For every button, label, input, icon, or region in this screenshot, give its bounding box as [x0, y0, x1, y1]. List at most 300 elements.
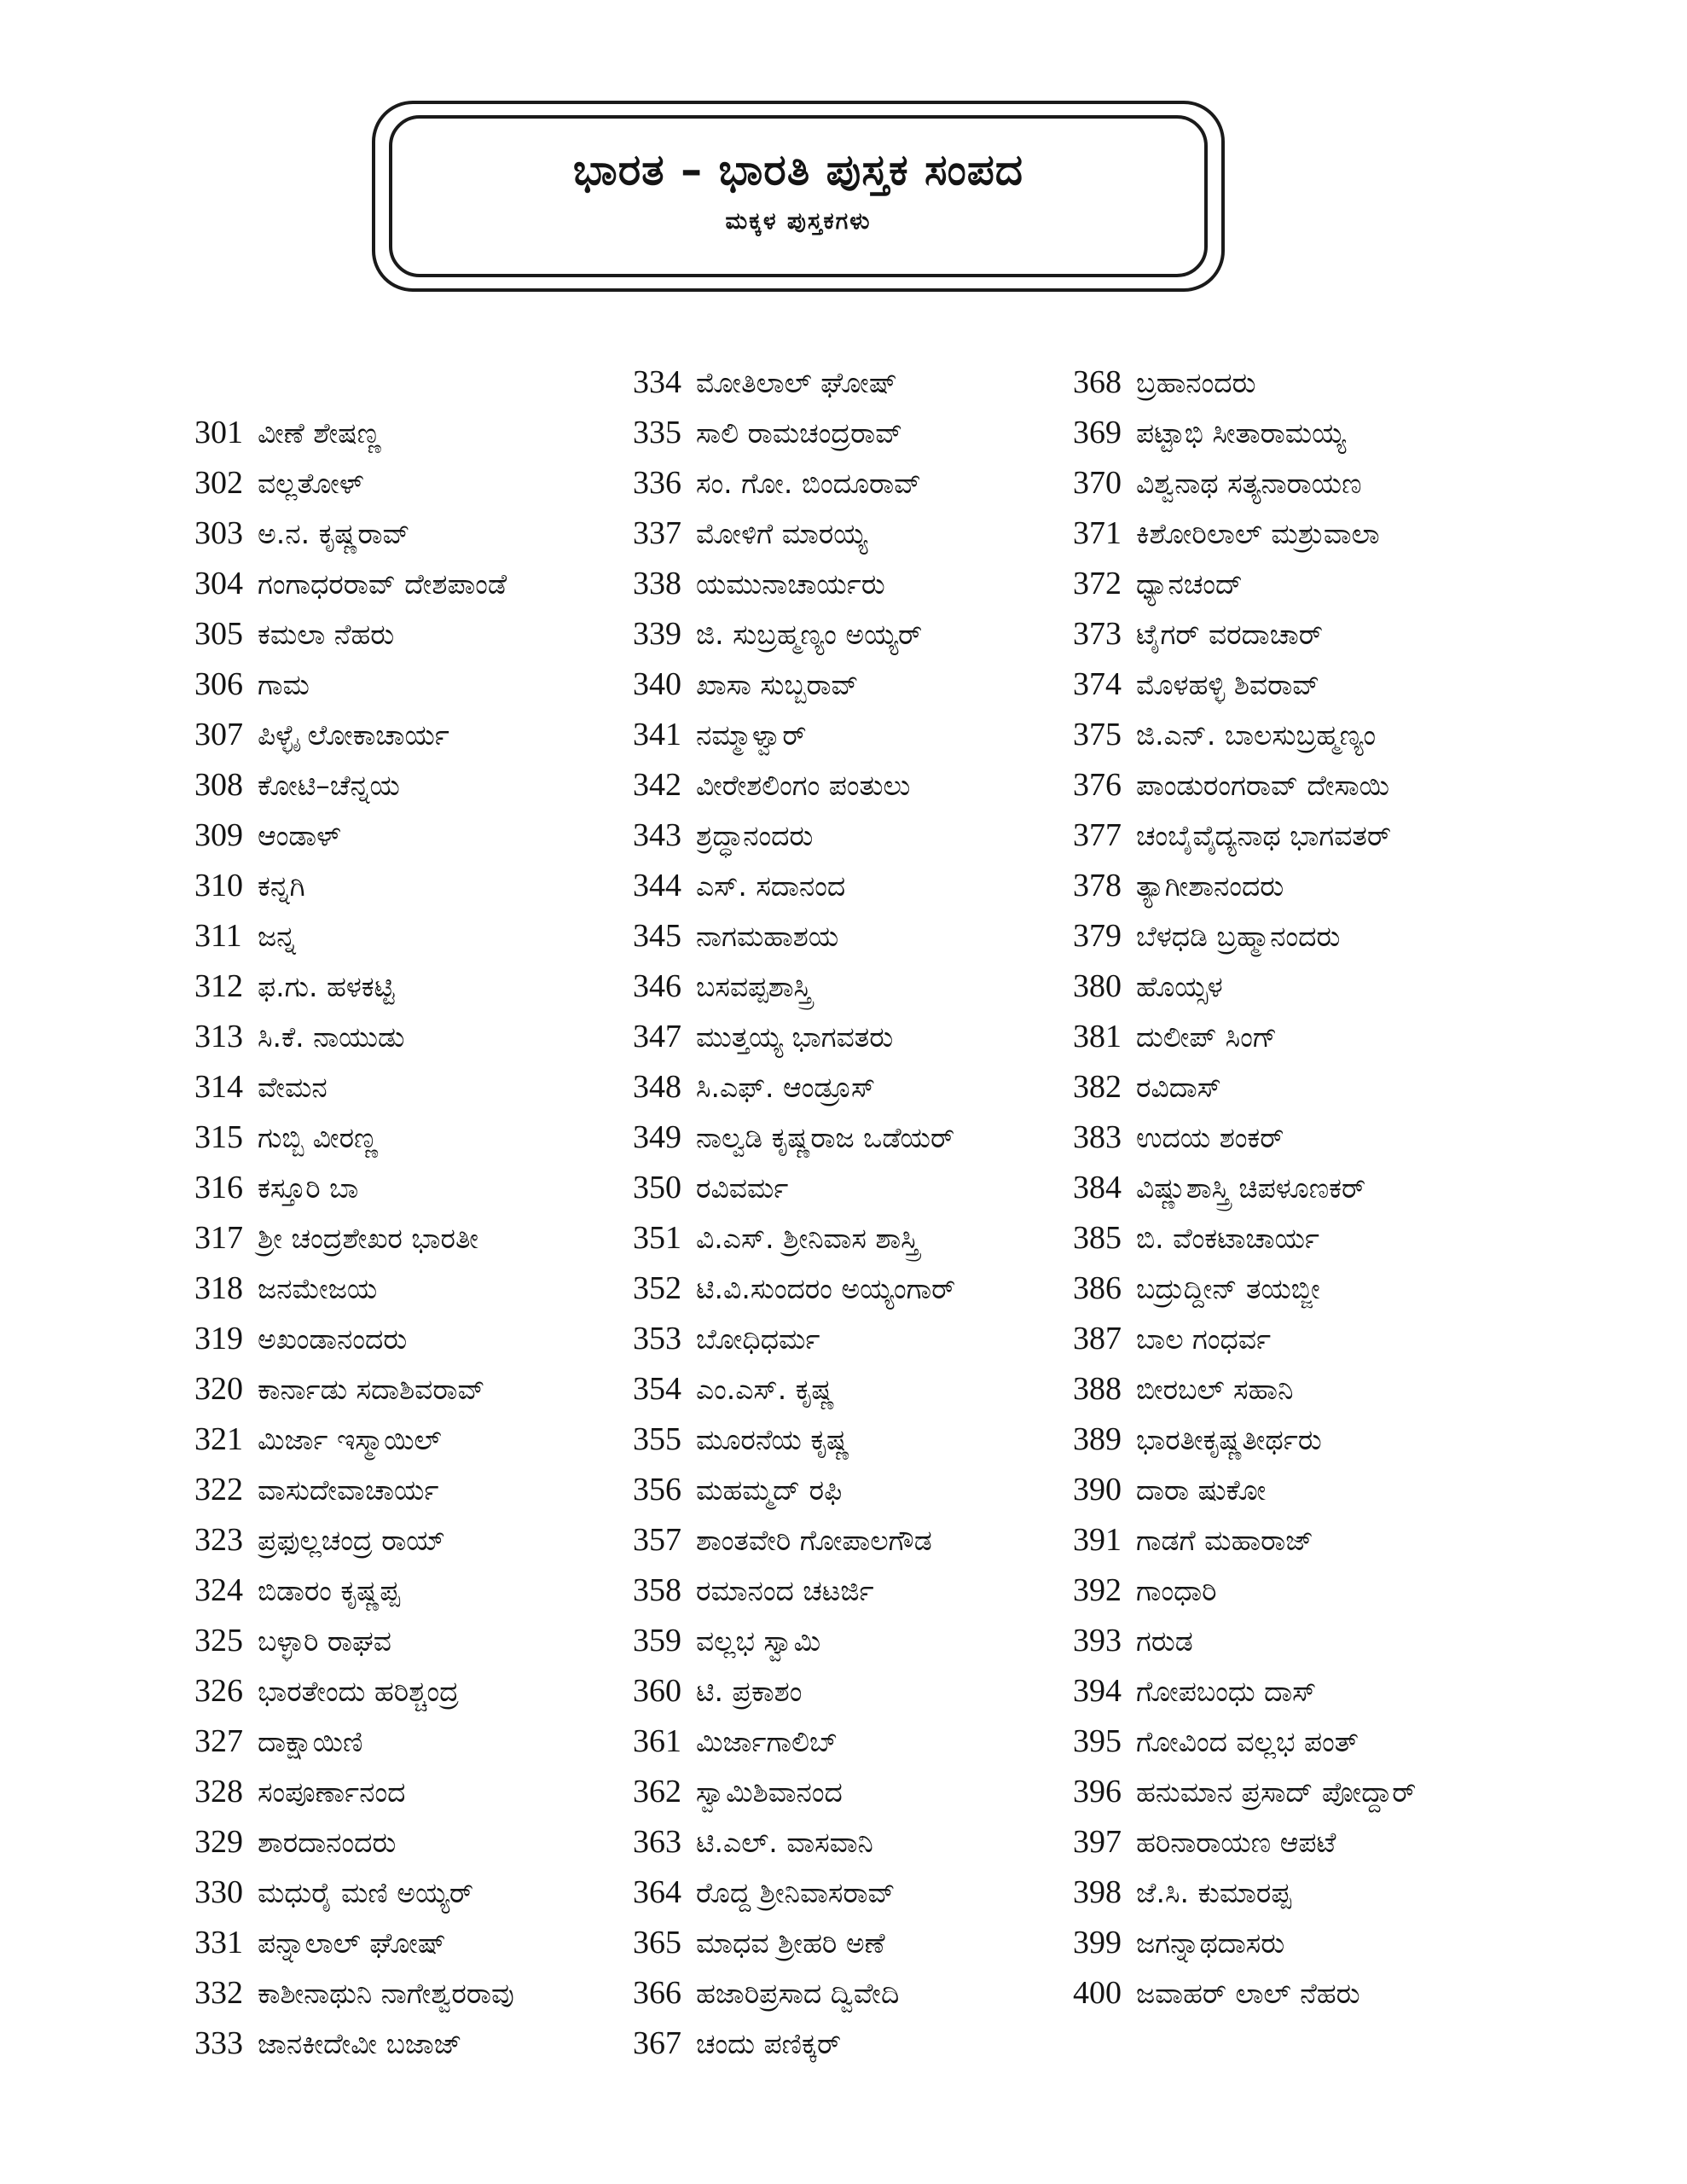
book-number: 396 — [1073, 1774, 1122, 1809]
list-item — [194, 1817, 514, 1867]
list-item — [633, 1213, 955, 1263]
book-title: ವೀರೇಶಲಿಂಗಂ ಪಂತುಲು — [696, 769, 911, 802]
list-item — [1073, 1616, 1416, 1666]
book-number: 386 — [1073, 1270, 1122, 1306]
list-item — [633, 1515, 955, 1565]
book-title: ಕಾಶೀನಾಥುನಿ ನಾಗೇಶ್ವರರಾವು — [258, 1977, 514, 2010]
header-inner-frame — [389, 115, 1208, 277]
list-item — [1073, 408, 1416, 458]
list-item — [633, 1112, 955, 1163]
book-title: ವಿಷ್ಣುಶಾಸ್ತ್ರಿ ಚಿಪಳೂಣಕರ್ — [1136, 1171, 1366, 1205]
list-item — [633, 1817, 955, 1867]
list-item — [1073, 659, 1416, 710]
book-title: ಹೊಯ್ಸಳ — [1136, 970, 1223, 1003]
book-number: 309 — [194, 817, 243, 853]
list-item — [194, 1414, 514, 1465]
list-item — [194, 961, 514, 1012]
book-number: 364 — [633, 1874, 681, 1910]
book-number: 384 — [1073, 1170, 1122, 1205]
list-item — [1073, 1062, 1416, 1112]
list-item — [1073, 760, 1416, 810]
book-number: 316 — [194, 1170, 243, 1205]
list-item — [194, 1918, 514, 1968]
list-item — [633, 1414, 955, 1465]
list-item — [194, 1867, 514, 1918]
list-item — [633, 1062, 955, 1112]
book-number: 376 — [1073, 767, 1122, 803]
list-item — [633, 1314, 955, 1364]
book-title: ನಾಗಮಹಾಶಯ — [696, 920, 839, 953]
header-outer-frame — [372, 101, 1225, 292]
book-number: 336 — [633, 465, 681, 501]
book-title: ವೇಮನ — [258, 1071, 328, 1104]
list-item — [194, 1263, 514, 1314]
list-item — [194, 1616, 514, 1666]
book-title: ಭಾರತೇಂದು ಹರಿಶ್ಚಂದ್ರ — [258, 1675, 459, 1708]
book-number: 306 — [194, 666, 243, 702]
list-item — [633, 1968, 955, 2018]
list-item — [194, 659, 514, 710]
book-title: ಬೀರಬಲ್ ಸಹಾನಿ — [1136, 1373, 1294, 1406]
book-number: 397 — [1073, 1824, 1122, 1860]
book-number: 367 — [633, 2025, 681, 2061]
list-item — [194, 1364, 514, 1414]
book-title: ಟಿ.ಎಲ್. ವಾಸವಾನಿ — [696, 1826, 873, 1859]
book-number: 359 — [633, 1623, 681, 1658]
book-number: 318 — [194, 1270, 243, 1306]
book-title: ಭಾರತೀಕೃಷ್ಣತೀರ್ಥರು — [1136, 1423, 1322, 1456]
book-title: ಮಧುರೈ ಮಣಿ ಅಯ್ಯರ್ — [258, 1876, 474, 1909]
book-title: ಮೋಳಿಗೆ ಮಾರಯ್ಯ — [696, 517, 868, 550]
book-title: ರಮಾನಂದ ಚಟರ್ಜಿ — [696, 1574, 874, 1607]
list-item — [194, 710, 514, 760]
list-item — [1073, 1263, 1416, 1314]
book-number: 323 — [194, 1522, 243, 1558]
book-number: 337 — [633, 515, 681, 551]
list-item — [194, 1062, 514, 1112]
list-item — [1073, 1465, 1416, 1515]
book-title: ಕನ್ನಗಿ — [258, 869, 305, 903]
book-number: 351 — [633, 1220, 681, 1256]
book-title: ಜನಮೇಜಯ — [258, 1272, 378, 1305]
book-title: ನಮ್ಮಾಳ್ವಾರ್ — [696, 718, 807, 752]
book-number: 329 — [194, 1824, 243, 1860]
book-title: ಗೋವಿಂದ ವಲ್ಲಭ ಪಂತ್ — [1136, 1725, 1359, 1758]
book-title: ಹನುಮಾನ ಪ್ರಸಾದ್ ಪೋದ್ದಾರ್ — [1136, 1775, 1417, 1809]
book-title: ಸಿ.ಕೆ. ನಾಯುಡು — [258, 1020, 405, 1054]
list-item — [1073, 1364, 1416, 1414]
book-number: 350 — [633, 1170, 681, 1205]
book-title: ಮಿರ್ಜಾ ಇಸ್ಮಾಯಿಲ್ — [258, 1423, 442, 1456]
list-item — [633, 559, 955, 609]
book-title: ಗಂಗಾಧರರಾವ್ ದೇಶಪಾಂಡೆ — [258, 567, 507, 601]
book-number: 313 — [194, 1019, 243, 1054]
book-number: 392 — [1073, 1572, 1122, 1608]
list-item — [1073, 1213, 1416, 1263]
list-item — [1073, 1012, 1416, 1062]
list-item — [1073, 1163, 1416, 1213]
book-title: ಜಿ.ಎನ್. ಬಾಲಸುಬ್ರಹ್ಮಣ್ಯಂ — [1136, 718, 1377, 752]
list-item — [633, 1364, 955, 1414]
book-title: ಕಸ್ತೂರಿ ಬಾ — [258, 1171, 359, 1205]
book-title: ನಾಲ್ವಡಿ ಕೃಷ್ಣರಾಜ ಒಡೆಯರ್ — [696, 1121, 955, 1154]
book-title: ಟಿ.ವಿ.ಸುಂದರಂ ಅಯ್ಯಂಗಾರ್ — [696, 1272, 956, 1305]
book-title: ಕಾರ್ನಾಡು ಸದಾಶಿವರಾವ್ — [258, 1373, 485, 1406]
book-title: ಗಾಮ — [258, 668, 310, 701]
list-item — [633, 961, 955, 1012]
list-item — [633, 1867, 955, 1918]
book-title: ಪಟ್ಟಾಭಿ ಸೀತಾರಾಮಯ್ಯ — [1136, 416, 1347, 450]
book-title: ತ್ಯಾಗೀಶಾನಂದರು — [1136, 869, 1284, 903]
book-number: 339 — [633, 616, 681, 652]
list-item — [1073, 559, 1416, 609]
book-number: 370 — [1073, 465, 1122, 501]
book-number: 346 — [633, 968, 681, 1004]
book-number: 378 — [1073, 868, 1122, 903]
book-number: 400 — [1073, 1975, 1122, 2011]
book-number: 363 — [633, 1824, 681, 1860]
list-item — [1073, 810, 1416, 861]
book-title: ದಾರಾ ಷುಕೋ — [1136, 1473, 1267, 1507]
list-item — [1073, 961, 1416, 1012]
book-title: ಪ್ರಫುಲ್ಲಚಂದ್ರ ರಾಯ್ — [258, 1524, 446, 1557]
list-item — [633, 911, 955, 961]
list-item — [1073, 861, 1416, 911]
book-list-column-2 — [633, 357, 955, 2069]
list-item — [1073, 1867, 1416, 1918]
list-item — [633, 1767, 955, 1817]
book-number: 366 — [633, 1975, 681, 2011]
book-title: ಬ್ರಹಾನಂದರು — [1136, 366, 1256, 399]
list-item — [633, 2018, 955, 2069]
book-number: 373 — [1073, 616, 1122, 652]
list-item — [633, 458, 955, 508]
list-item — [194, 861, 514, 911]
book-number: 348 — [633, 1069, 681, 1105]
book-number: 398 — [1073, 1874, 1122, 1910]
list-item — [1073, 1515, 1416, 1565]
list-item — [633, 1565, 955, 1616]
book-number: 360 — [633, 1673, 681, 1709]
list-item — [1073, 1716, 1416, 1767]
book-title: ಗಾಂಧಾರಿ — [1136, 1574, 1217, 1607]
book-title: ಜೆ.ಸಿ. ಕುಮಾರಪ್ಪ — [1136, 1876, 1292, 1909]
book-title: ಖಾಸಾ ಸುಬ್ಬರಾವ್ — [696, 668, 859, 701]
book-number: 391 — [1073, 1522, 1122, 1558]
book-number: 303 — [194, 515, 243, 551]
book-number: 365 — [633, 1925, 681, 1960]
book-title: ಬಾಲ ಗಂಧರ್ವ — [1136, 1322, 1272, 1356]
book-number: 371 — [1073, 515, 1122, 551]
book-number: 375 — [1073, 717, 1122, 752]
book-title: ಕೋಟಿ–ಚೆನ್ನಯ — [258, 769, 400, 802]
list-item — [633, 609, 955, 659]
book-number: 372 — [1073, 566, 1122, 601]
book-number: 342 — [633, 767, 681, 803]
book-title: ಬಿಡಾರಂ ಕೃಷ್ಣಪ್ಪ — [258, 1574, 400, 1607]
book-number: 385 — [1073, 1220, 1122, 1256]
book-number: 301 — [194, 415, 243, 450]
list-item — [633, 1465, 955, 1515]
book-title: ಜಾನಕೀದೇವೀ ಬಜಾಜ್ — [258, 2027, 462, 2060]
book-title: ಧ್ಯಾನಚಂದ್ — [1136, 567, 1244, 601]
book-title: ರೊದ್ದ ಶ್ರೀನಿವಾಸರಾವ್ — [696, 1876, 896, 1909]
list-item — [1073, 508, 1416, 559]
list-item — [633, 357, 955, 408]
book-number: 305 — [194, 616, 243, 652]
list-item — [194, 1012, 514, 1062]
book-number: 340 — [633, 666, 681, 702]
book-number: 308 — [194, 767, 243, 803]
book-title: ಕಿಶೋರಿಲಾಲ್ ಮಶ್ರುವಾಲಾ — [1136, 517, 1380, 550]
book-number: 369 — [1073, 415, 1122, 450]
list-item — [194, 1716, 514, 1767]
page-subtitle: ಮಕ್ಕಳ ಪುಸ್ತಕಗಳು — [725, 208, 872, 235]
book-title: ಶಾಂತವೇರಿ ಗೋಪಾಲಗೌಡ — [696, 1524, 932, 1557]
book-number: 377 — [1073, 817, 1122, 853]
book-number: 343 — [633, 817, 681, 853]
page-title: ಭಾರತ – ಭಾರತಿ ಪುಸ್ತಕ ಸಂಪದ — [572, 145, 1024, 195]
list-item — [194, 1666, 514, 1716]
list-item — [194, 408, 514, 458]
list-item — [194, 1565, 514, 1616]
book-number: 333 — [194, 2025, 243, 2061]
book-number: 394 — [1073, 1673, 1122, 1709]
list-item — [194, 810, 514, 861]
book-number: 380 — [1073, 968, 1122, 1004]
book-title: ಮಹಮ್ಮದ್ ರಫಿ — [696, 1473, 843, 1507]
list-item — [633, 1012, 955, 1062]
book-title: ಗಾಡಗೆ ಮಹಾರಾಜ್ — [1136, 1524, 1314, 1557]
list-item — [194, 2018, 514, 2069]
book-number: 354 — [633, 1371, 681, 1407]
list-item — [1073, 609, 1416, 659]
book-title: ವೀಣೆ ಶೇಷಣ್ಣ — [258, 416, 381, 450]
book-title: ಫ.ಗು. ಹಳಕಟ್ಟಿ — [258, 970, 395, 1003]
book-number: 311 — [194, 918, 242, 954]
list-item — [194, 1767, 514, 1817]
book-title: ಬಸವಪ್ಪಶಾಸ್ತ್ರಿ — [696, 970, 812, 1003]
book-number: 387 — [1073, 1321, 1122, 1356]
book-title: ಮೋತಿಲಾಲ್ ಘೋಷ್ — [696, 366, 897, 399]
book-number: 324 — [194, 1572, 243, 1608]
list-item — [1073, 710, 1416, 760]
book-number: 310 — [194, 868, 243, 903]
book-title: ರವಿದಾಸ್ — [1136, 1071, 1221, 1104]
book-title: ದುಲೀಪ್ ಸಿಂಗ್ — [1136, 1020, 1278, 1054]
book-number: 334 — [633, 364, 681, 400]
book-title: ಮುತ್ತಯ್ಯ ಭಾಗವತರು — [696, 1020, 894, 1054]
book-title: ಮಾಧವ ಶ್ರೀಹರಿ ಅಣೆ — [696, 1926, 885, 1960]
book-number: 395 — [1073, 1723, 1122, 1759]
book-title: ವಲ್ಲತೋಳ್ — [258, 467, 364, 500]
list-item — [633, 810, 955, 861]
book-number: 379 — [1073, 918, 1122, 954]
list-item — [633, 710, 955, 760]
book-title: ರವಿವರ್ಮ — [696, 1171, 789, 1205]
book-title: ದಾಕ್ಷಾಯಿಣಿ — [258, 1725, 363, 1758]
list-item — [194, 559, 514, 609]
book-list-column-1 — [194, 408, 514, 2069]
list-item — [633, 408, 955, 458]
book-title: ಎಂ.ಎಸ್. ಕೃಷ್ಣ — [696, 1373, 835, 1406]
book-title: ಸಿ.ಎಫ್. ಆಂಡ್ರೂಸ್ — [696, 1071, 876, 1104]
book-number: 335 — [633, 415, 681, 450]
list-item — [1073, 1767, 1416, 1817]
list-item — [633, 508, 955, 559]
list-item — [633, 1616, 955, 1666]
book-number: 326 — [194, 1673, 243, 1709]
book-title: ಬಳ್ಳಾರಿ ರಾಘವ — [258, 1624, 391, 1658]
book-title: ಟಿ. ಪ್ರಕಾಶಂ — [696, 1675, 803, 1708]
book-number: 361 — [633, 1723, 681, 1759]
book-title: ಶಾರದಾನಂದರು — [258, 1826, 397, 1859]
list-item — [1073, 357, 1416, 408]
book-number: 327 — [194, 1723, 243, 1759]
list-item — [1073, 1414, 1416, 1465]
list-item — [194, 1515, 514, 1565]
book-title: ಬಿ. ವೆಂಕಟಾಚಾರ್ಯ — [1136, 1222, 1320, 1255]
book-number: 389 — [1073, 1421, 1122, 1457]
book-number: 349 — [633, 1119, 681, 1155]
book-title: ವಲ್ಲಭ ಸ್ವಾಮಿ — [696, 1624, 821, 1658]
list-item — [194, 1112, 514, 1163]
list-item — [194, 911, 514, 961]
book-number: 362 — [633, 1774, 681, 1809]
book-number: 338 — [633, 566, 681, 601]
list-item — [1073, 1968, 1416, 2018]
book-title: ಸಂ. ಗೋ. ಬಿಂದೂರಾವ್ — [696, 467, 921, 500]
book-title: ವಾಸುದೇವಾಚಾರ್ಯ — [258, 1473, 439, 1507]
book-number: 382 — [1073, 1069, 1122, 1105]
list-item — [633, 861, 955, 911]
book-number: 314 — [194, 1069, 243, 1105]
book-number: 328 — [194, 1774, 243, 1809]
book-number: 357 — [633, 1522, 681, 1558]
list-item — [633, 659, 955, 710]
book-number: 302 — [194, 465, 243, 501]
list-item — [194, 1163, 514, 1213]
book-number: 317 — [194, 1220, 243, 1256]
book-number: 390 — [1073, 1472, 1122, 1507]
book-number: 304 — [194, 566, 243, 601]
list-item — [1073, 458, 1416, 508]
book-number: 332 — [194, 1975, 243, 2011]
book-title: ಗೋಪಬಂಧು ದಾಸ್ — [1136, 1675, 1317, 1708]
book-title: ಬೆಳಧಡಿ ಬ್ರಹ್ಮಾನಂದರು — [1136, 920, 1341, 953]
book-title: ಚಂದು ಪಣಿಕ್ಕರ್ — [696, 2027, 842, 2060]
book-title: ಜವಾಹರ್ ಲಾಲ್ ನೆಹರು — [1136, 1977, 1360, 2010]
book-number: 319 — [194, 1321, 243, 1356]
book-title: ಸ್ವಾಮಿಶಿವಾನಂದ — [696, 1775, 843, 1809]
book-number: 322 — [194, 1472, 243, 1507]
book-number: 347 — [633, 1019, 681, 1054]
book-number: 320 — [194, 1371, 243, 1407]
book-title: ಆಂಡಾಳ್ — [258, 819, 341, 852]
book-title: ಮೂರನೆಯ ಕೃಷ್ಣ — [696, 1423, 850, 1456]
book-number: 356 — [633, 1472, 681, 1507]
book-title: ವಿಶ್ವನಾಥ ಸತ್ಯನಾರಾಯಣ — [1136, 467, 1362, 500]
book-number: 307 — [194, 717, 243, 752]
book-title: ಮೊಳಹಳ್ಳಿ ಶಿವರಾವ್ — [1136, 668, 1320, 701]
book-title: ಜಗನ್ನಾಥದಾಸರು — [1136, 1926, 1285, 1960]
list-item — [194, 458, 514, 508]
book-title: ಸಂಪೂರ್ಣಾನಂದ — [258, 1775, 406, 1809]
list-item — [1073, 1817, 1416, 1867]
book-list-column-3 — [1073, 357, 1416, 2018]
book-title: ಉದಯ ಶಂಕರ್ — [1136, 1121, 1284, 1154]
book-title: ಎಸ್. ಸದಾನಂದ — [696, 869, 846, 903]
list-item — [633, 1666, 955, 1716]
book-title: ಚಂಬೈವೈದ್ಯನಾಥ ಭಾಗವತರ್ — [1136, 819, 1392, 852]
list-item — [194, 1968, 514, 2018]
book-title: ಬದ್ರುದ್ದೀನ್ ತಯಬ್ಜೀ — [1136, 1272, 1320, 1305]
list-item — [1073, 1666, 1416, 1716]
book-title: ಬೋಧಿಧರ್ಮ — [696, 1322, 820, 1356]
book-number: 381 — [1073, 1019, 1122, 1054]
book-title: ಪಾಂಡುರಂಗರಾವ್ ದೇಸಾಯಿ — [1136, 769, 1390, 802]
list-item — [1073, 1918, 1416, 1968]
book-number: 312 — [194, 968, 243, 1004]
book-number: 345 — [633, 918, 681, 954]
book-title: ಶ್ರೀ ಚಂದ್ರಶೇಖರ ಭಾರತೀ — [258, 1222, 478, 1255]
book-title: ಪನ್ನಾಲಾಲ್ ಘೋಷ್ — [258, 1926, 446, 1960]
book-number: 388 — [1073, 1371, 1122, 1407]
book-number: 374 — [1073, 666, 1122, 702]
book-number: 399 — [1073, 1925, 1122, 1960]
book-number: 368 — [1073, 364, 1122, 400]
book-title: ಸಾಲಿ ರಾಮಚಂದ್ರರಾವ್ — [696, 416, 903, 450]
list-item — [1073, 911, 1416, 961]
list-item — [194, 1213, 514, 1263]
book-number: 315 — [194, 1119, 243, 1155]
book-title: ವಿ.ಎಸ್. ಶ್ರೀನಿವಾಸ ಶಾಸ್ತ್ರಿ — [696, 1222, 919, 1255]
book-title: ಜನ್ನ — [258, 920, 296, 953]
book-number: 383 — [1073, 1119, 1122, 1155]
book-title: ಗರುಡ — [1136, 1624, 1193, 1658]
book-title: ಗುಬ್ಬಿ ವೀರಣ್ಣ — [258, 1121, 379, 1154]
list-item — [633, 1716, 955, 1767]
list-item — [194, 1465, 514, 1515]
list-item — [194, 609, 514, 659]
book-number: 321 — [194, 1421, 243, 1457]
list-item — [1073, 1314, 1416, 1364]
list-item — [1073, 1112, 1416, 1163]
list-item — [633, 1263, 955, 1314]
book-title: ಟೈಗರ್ ವರದಾಚಾರ್ — [1136, 618, 1323, 651]
book-number: 331 — [194, 1925, 243, 1960]
book-title: ಕಮಲಾ ನೆಹರು — [258, 618, 395, 651]
book-number: 358 — [633, 1572, 681, 1608]
book-number: 393 — [1073, 1623, 1122, 1658]
list-item — [633, 1163, 955, 1213]
list-item — [1073, 1565, 1416, 1616]
book-title: ಅಖಂಡಾನಂದರು — [258, 1322, 408, 1356]
book-title: ಪಿಳ್ಳೈ ಲೋಕಾಚಾರ್ಯ — [258, 718, 449, 752]
list-item — [633, 1918, 955, 1968]
book-title: ಅ.ನ. ಕೃಷ್ಣರಾವ್ — [258, 517, 410, 550]
list-item — [194, 1314, 514, 1364]
book-title: ಹರಿನಾರಾಯಣ ಆಪಟೆ — [1136, 1826, 1336, 1859]
list-item — [633, 760, 955, 810]
book-number: 353 — [633, 1321, 681, 1356]
book-title: ಮಿರ್ಜಾಗಾಲಿಬ್ — [696, 1725, 838, 1758]
book-title: ಜಿ. ಸುಬ್ರಹ್ಮಣ್ಯಂ ಅಯ್ಯರ್ — [696, 618, 923, 651]
book-title: ಹಜಾರಿಪ್ರಸಾದ ದ್ವಿವೇದಿ — [696, 1977, 900, 2010]
book-number: 352 — [633, 1270, 681, 1306]
list-item — [194, 760, 514, 810]
book-number: 341 — [633, 717, 681, 752]
